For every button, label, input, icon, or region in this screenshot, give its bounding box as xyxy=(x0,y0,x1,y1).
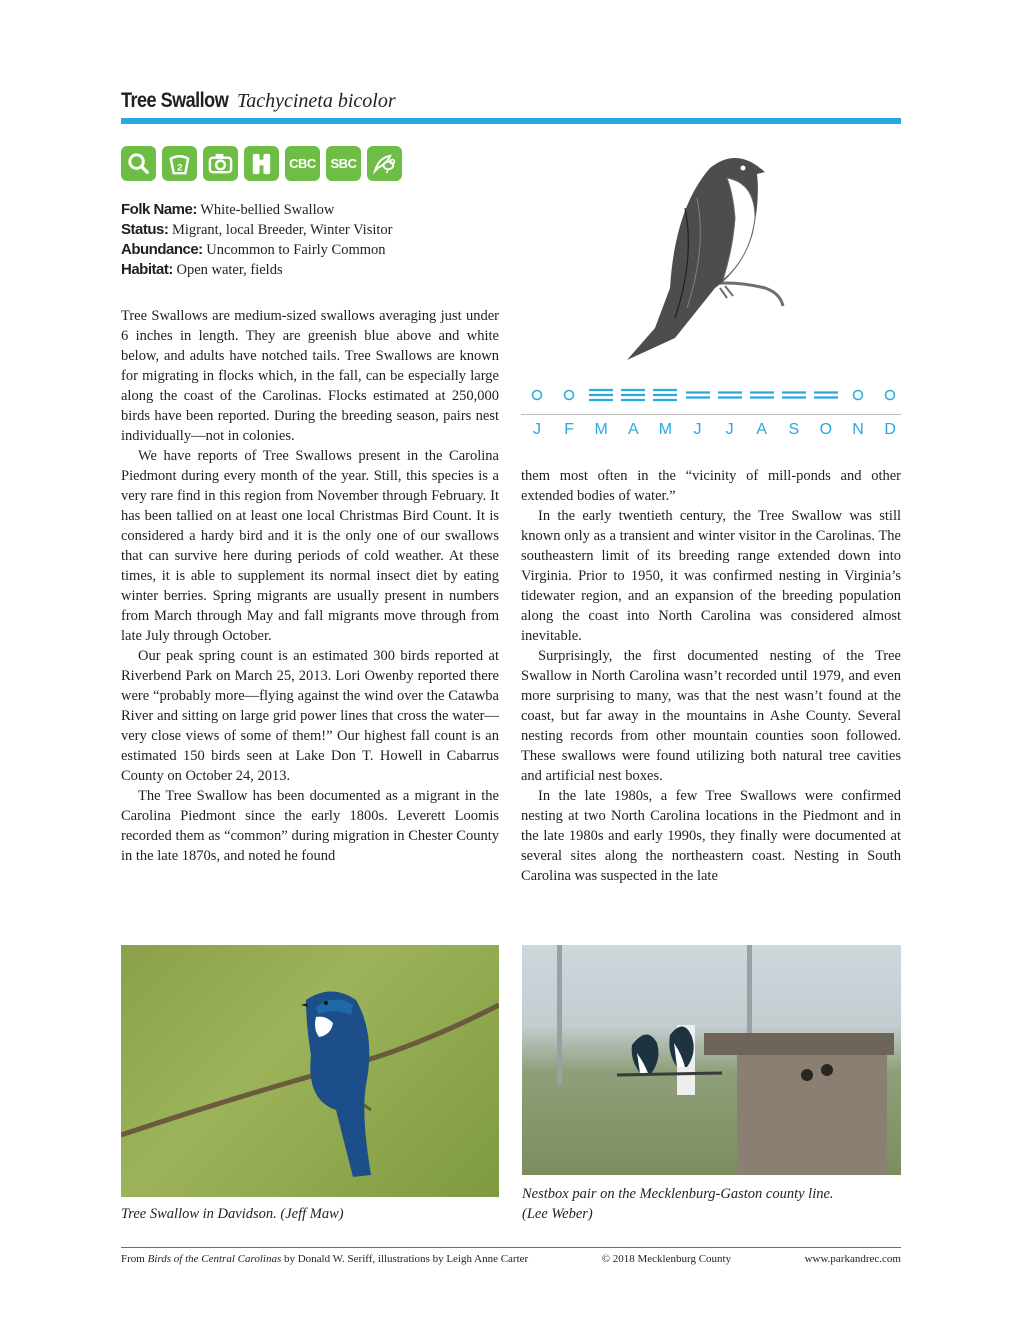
photo2-caption-line2: (Lee Weber) xyxy=(522,1206,593,1222)
photo2-caption-line1: Nestbox pair on the Mecklenburg-Gaston county line. xyxy=(522,1186,834,1202)
calendar-mark-uncommon xyxy=(813,382,839,408)
footer-credits: by Donald W. Seriff, illustrations by Leigh Anne Carter xyxy=(281,1253,529,1265)
abundance-label: Abundance: xyxy=(121,241,203,258)
icon-row xyxy=(121,146,402,181)
footer-copyright: © 2018 Mecklenburg County xyxy=(601,1253,732,1265)
calendar-month-label: N xyxy=(852,421,864,438)
species-facts xyxy=(121,200,392,280)
habitat-value: Open water, fields xyxy=(176,262,283,278)
folk-name-label: Folk Name: xyxy=(121,201,197,218)
paragraph: them most often in the “vicinity of mill-ponds and other extended bodies of water.” xyxy=(521,468,901,504)
abundance-row xyxy=(121,240,392,260)
calendar-mark-rare xyxy=(524,382,550,408)
calendar-month-label: M xyxy=(658,421,673,438)
cbc-icon: CBC xyxy=(285,146,320,181)
calendar-month-label: A xyxy=(627,421,639,438)
footer-rule xyxy=(121,1247,901,1248)
common-name: Tree Swallow xyxy=(121,89,229,112)
footer-url[interactable]: www.parkandrec.com xyxy=(804,1253,901,1265)
calendar-mark-fairly-common xyxy=(588,382,614,408)
abundance-value: Uncommon to Fairly Common xyxy=(206,242,386,258)
calendar-mark-rare xyxy=(877,382,903,408)
calendar-mark-fairly-common xyxy=(620,382,646,408)
calendar-month-label: J xyxy=(693,421,702,438)
paragraph: Our peak spring count is an estimated 300 birds reported at Riverbend Park on March 25, 2013. Lori Owenby reported there were “probably more—flying against the wind over the Catawba River and sitting on large grid power lines that cross the water—very close views of some of them!” Our highest fall count is an estimated 150 birds seen at Lake Don T. Howell in Cabarrus County on October 24, 2013. xyxy=(121,648,499,784)
calendar-month-label: A xyxy=(756,421,768,438)
footer-book-title: Birds of the Central Carolinas xyxy=(147,1253,282,1265)
scientific-name: Tachycineta bicolor xyxy=(236,90,396,112)
habitat-label: Habitat: xyxy=(121,261,173,278)
paragraph: Surprisingly, the first documented nesting of the Tree Swallow in North Carolina wasn’t recorded until 1979, and even more surprising to many, was that the nest wasn’t found at the coast, but far away in the mountains in Ashe County. Several nesting records from other mountain counties soon followed. These swallows were found utilizing both natural tree cavities and artificial nest boxes. xyxy=(521,648,901,784)
status-row xyxy=(121,220,392,240)
paragraph: We have reports of Tree Swallows present in the Carolina Piedmont during every month of the year. Still, this species is a very rare find in this region from November through February. It has been tallied on at least one local Christmas Bird Count. It is considered a hardy bird and it is the only one of our swallows that can survive here during periods of cold weather. At these times, it is able to supplement its normal insect diet by eating winter berries. Spring migrants are usually present in numbers from March through May and fall migrants move through from late July through October. xyxy=(121,448,499,644)
folk-name-value: White-bellied Swallow xyxy=(200,202,335,218)
text-column-right xyxy=(521,466,901,886)
calendar-month-label: M xyxy=(594,421,608,438)
paragraph: Tree Swallows are medium-sized swallows averaging just under 6 inches in length. They are greenish blue above and white below, and adults have notched tails. Tree Swallows are known for migrating in flocks which, in the fall, can be especially large along the coast of the Carolinas. Flocks estimated at 250,000 birds have been reported. During the breeding season, pairs nest individually—not in colonies. xyxy=(121,308,499,444)
paragraph: In the late 1980s, a few Tree Swallows were confirmed nesting at two North Carolina locations in the Piedmont and in the late 1980s and early 1990s, they finally were documented at several sites along the northeastern coast. Nesting in South Carolina was suspected in the late xyxy=(521,788,901,884)
magnifier-icon xyxy=(121,146,156,181)
habitat-row xyxy=(121,260,392,280)
text-column-left xyxy=(121,306,499,866)
calendar-mark-uncommon xyxy=(685,382,711,408)
camera-icon xyxy=(203,146,238,181)
calendar-month-label: J xyxy=(725,421,734,438)
calendar-mark-rare xyxy=(556,382,582,408)
species-title xyxy=(121,88,396,113)
calendar-mark-rare xyxy=(845,382,871,408)
footer xyxy=(121,1253,901,1265)
status-value: Migrant, local Breeder, Winter Visitor xyxy=(171,222,393,238)
footer-credit xyxy=(121,1253,528,1265)
calendar-mark-uncommon xyxy=(749,382,775,408)
photo1-caption: Tree Swallow in Davidson. (Jeff Maw) xyxy=(121,1206,344,1222)
calendar-month-label: D xyxy=(884,421,896,438)
title-rule xyxy=(121,118,901,124)
calendar-month-label: S xyxy=(788,421,800,438)
calendar-mark-uncommon xyxy=(717,382,743,408)
nesting-2-icon xyxy=(162,146,197,181)
nesting-2-label: 2 xyxy=(177,162,182,174)
calendar-month-label: O xyxy=(819,421,833,438)
bird-leaf-icon xyxy=(367,146,402,181)
photo-nestbox-pair xyxy=(522,945,901,1175)
photo-swallow-on-branch xyxy=(121,945,499,1197)
calendar-marks xyxy=(521,382,901,410)
calendar-month-label: F xyxy=(564,421,574,438)
binoculars-icon xyxy=(244,146,279,181)
folk-name-row xyxy=(121,200,392,220)
calendar-rule xyxy=(521,414,901,415)
calendar-mark-fairly-common xyxy=(652,382,678,408)
abundance-calendar xyxy=(521,382,901,445)
calendar-month-label: J xyxy=(533,421,541,438)
tree-swallow-illustration xyxy=(615,138,800,368)
calendar-mark-uncommon xyxy=(781,382,807,408)
sbc-icon: SBC xyxy=(326,146,361,181)
status-label: Status: xyxy=(121,221,169,238)
paragraph: The Tree Swallow has been documented as a migrant in the Carolina Piedmont since the early 1800s. Leverett Loomis recorded them as “common” during migration in Chester County in the late 1870s, and noted he found xyxy=(121,788,499,864)
footer-from: From xyxy=(121,1253,148,1265)
paragraph: In the early twentieth century, the Tree Swallow was still known only as a transient and winter visitor in the Carolinas. The southeastern limit of its breeding range extended down into Virginia. Prior to 1950, it was confirmed nesting in Virginia’s tidewater region, and an expansion of the breeding population along the coast into North Carolina was considered almost inevitable. xyxy=(521,508,901,644)
calendar-months xyxy=(521,421,901,445)
